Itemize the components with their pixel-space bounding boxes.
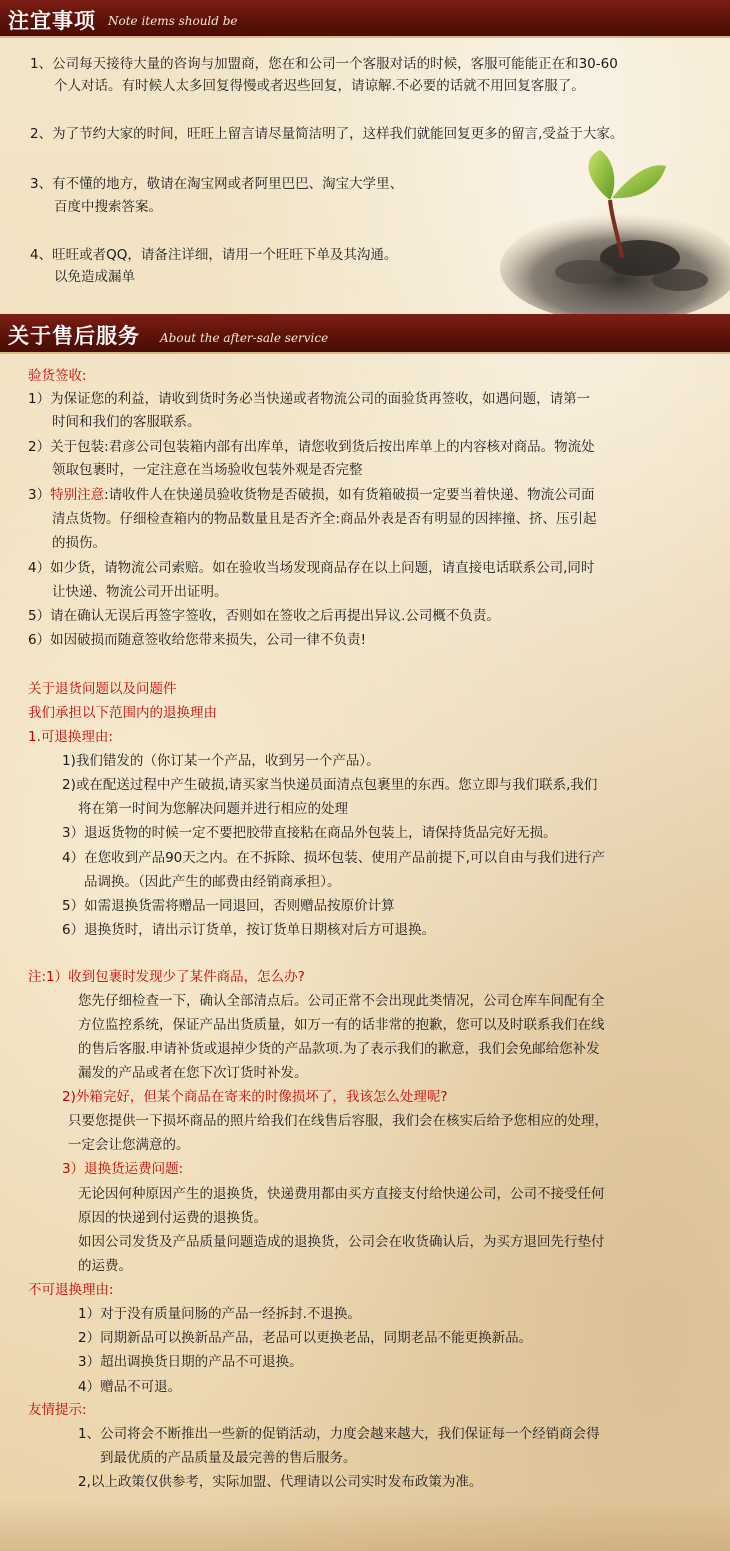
note-a1-line4: 漏发的产品或者在您下次订货时补发。 — [78, 1065, 308, 1081]
note-a3-line4: 的运费。 — [78, 1258, 132, 1274]
notes-item-4-line2: 以免造成漏单 — [54, 269, 135, 285]
note-a2-line2: 一定会让您满意的。 — [68, 1137, 190, 1153]
inspect-p4-line2: 让快递、物流公司开出证明。 — [52, 584, 228, 600]
notes-subtitle: Note items should be — [108, 14, 238, 28]
notes-banner — [0, 0, 730, 38]
sprout-illustration — [490, 140, 730, 315]
nonreturn-n3: 3）超出调换货日期的产品不可退换。 — [78, 1354, 303, 1370]
inspect-p5: 5）请在确认无误后再签字签收，否则如在签收之后再提出异议.公司概不负责。 — [28, 608, 500, 624]
inspect-p3-prefix: 3） — [28, 487, 51, 503]
note-a2-line1: 只要您提供一下损坏商品的照片给我们在线售后容服，我们会在核实后给予您相应的处理， — [68, 1113, 608, 1129]
inspect-p3-warning: 特别注意 — [50, 487, 105, 503]
notes-title: 注宜事项 — [8, 9, 96, 33]
tips-t1-line1: 1、公司将会不断推出一些新的促销活动，力度会越来越大，我们保证每一个经销商会得 — [78, 1426, 600, 1442]
returnable-r3: 3）退返货物的时候一定不要把胶带直接粘在商品外包装上，请保持货品完好无损。 — [62, 825, 557, 841]
nonreturn-n4: 4）赠品不可退。 — [78, 1379, 182, 1395]
tips-t2: 2,以上政策仅供参考，实际加盟、代理请以公司实时发布政策为准。 — [78, 1474, 483, 1490]
returnable-heading: 1.可退换理由: — [28, 729, 113, 745]
note-q2: 2)外箱完好，但某个商品在寄来的时像损坏了，我该怎么处理呢? — [62, 1089, 448, 1105]
returnable-r4-line1: 4）在您收到产品90天之内。在不拆除、损坏包装、使用产品前提下,可以自由与我们进行产 — [62, 850, 606, 866]
inspect-p4-line1: 4）如少货，请物流公司索赔。如在验收当场发现商品存在以上问题，请直接电话联系公司,同时 — [28, 560, 595, 576]
inspect-p1-line2: 时间和我们的客服联系。 — [52, 414, 201, 430]
nonreturn-n2: 2）同期新品可以换新品产品，老品可以更换老品，同期老品不能更换新品。 — [78, 1330, 533, 1346]
inspect-p2-line1: 2）关于包装:君彦公司包装箱内部有出库单，请您收到货后按出库单上的内容核对商品。物流处 — [28, 439, 595, 455]
inspect-p3-text: :请收件人在快递员验收货物是否破损，如有货箱破损一定要当着快递、物流公司面 — [104, 487, 595, 503]
note-a1-line1: 您先仔细检查一下，确认全部清点后。公司正常不会出现此类情况，公司仓库车间配有全 — [78, 993, 605, 1009]
notes-item-1-line1: 1、公司每天接待大量的咨询与加盟商，您在和公司一个客服对话的时候，客服可能能正在和30-60 — [30, 56, 618, 72]
inspect-heading: 验货签收: — [28, 368, 87, 384]
nonreturn-n1: 1）对于没有质量问肠的产品一经拆封.不退换。 — [78, 1306, 361, 1322]
bottom-fade — [0, 1500, 730, 1551]
service-title: 关于售后服务 — [8, 324, 140, 348]
returnable-r2-line2: 将在第一时间为您解决问题并进行相应的处理 — [78, 801, 348, 817]
inspect-p3-line1 — [28, 486, 595, 504]
returnable-r1: 1)我们错发的（你订某一个产品，收到另一个产品）。 — [62, 753, 380, 769]
returnable-r2-line1: 2)或在配送过程中产生破损,请买家当快递员面清点包裹里的东西。您立即与我们联系,我们 — [62, 777, 598, 793]
note-q1: 注:1）收到包裹时发现少了某件商品，怎么办? — [28, 969, 305, 985]
note-a3-line2: 原因的快递到付运费的退换货。 — [78, 1210, 267, 1226]
service-subtitle: About the after-sale service — [160, 331, 329, 345]
notes-item-1-line2: 个人对话。有时候人太多回复得慢或者迟些回复，请谅解.不必要的话就不用回复客服了。 — [54, 78, 585, 94]
inspect-p6: 6）如因破损而随意签收给您带来损失，公司一律不负责! — [28, 632, 367, 648]
inspect-p3-line2: 清点货物。仔细检查箱内的物品数量且是否齐全:商品外表是否有明显的因摔撞、挤、压引起 — [52, 511, 597, 527]
notes-item-4-line1: 4、旺旺或者QQ，请备注详细，请用一个旺旺下单及其沟通。 — [30, 247, 398, 263]
returnable-r5: 5）如需退换货需将赠品一同退回，否则赠品按原价计算 — [62, 898, 395, 914]
tips-t1-line2: 到最优质的产品质量及最完善的售后服务。 — [100, 1450, 357, 1466]
inspect-p3-line3: 的损伤。 — [52, 535, 106, 551]
returnable-r4-line2: 品调换。（因此产生的邮费由经销商承担）。 — [84, 874, 341, 890]
tips-heading: 友情提示: — [28, 1402, 87, 1418]
inspect-p1-line1: 1）为保证您的利益，请收到货时务必当快递或者物流公司的面验货再签收，如遇问题，请第一 — [28, 391, 591, 407]
notes-item-2-line1: 2、为了节约大家的时间，旺旺上留言请尽量简洁明了，这样我们就能回复更多的留言,受益于大家。 — [30, 126, 624, 142]
inspect-p2-line2: 领取包裹时，一定注意在当场验收包装外观是否完整 — [52, 462, 363, 478]
note-q3: 3）退换货运费问题: — [62, 1161, 184, 1177]
notes-item-3-line2: 百度中搜索答案。 — [54, 199, 162, 215]
notes-item-3-line1: 3、有不懂的地方，敬请在淘宝网或者阿里巴巴、淘宝大学里、 — [30, 176, 404, 192]
returns-heading: 关于退货问题以及问题件 — [28, 681, 177, 697]
returnable-r6: 6）退换货时，请出示订货单，按订货单日期核对后方可退换。 — [62, 922, 436, 938]
service-banner — [0, 314, 730, 354]
note-a1-line2: 方位监控系统，保证产品出货质量，如万一有的话非常的抱歉，您可以及时联系我们在线 — [78, 1017, 605, 1033]
note-a3-line1: 无论因何种原因产生的退换货，快递费用都由买方直接支付给快递公司，公司不接受任何 — [78, 1186, 605, 1202]
note-a1-line3: 的售后客服.申请补货或退掉少货的产品款项.为了表示我们的歉意，我们会免邮给您补发 — [78, 1041, 600, 1057]
nonreturn-heading: 不可退换理由: — [28, 1282, 114, 1298]
note-a3-line3: 如因公司发货及产品质量问题造成的退换货，公司会在收货确认后，为买方退回先行垫付 — [78, 1234, 605, 1250]
returns-scope-heading: 我们承担以下范围内的退换理由 — [28, 705, 217, 721]
sprout-icon — [490, 140, 730, 315]
